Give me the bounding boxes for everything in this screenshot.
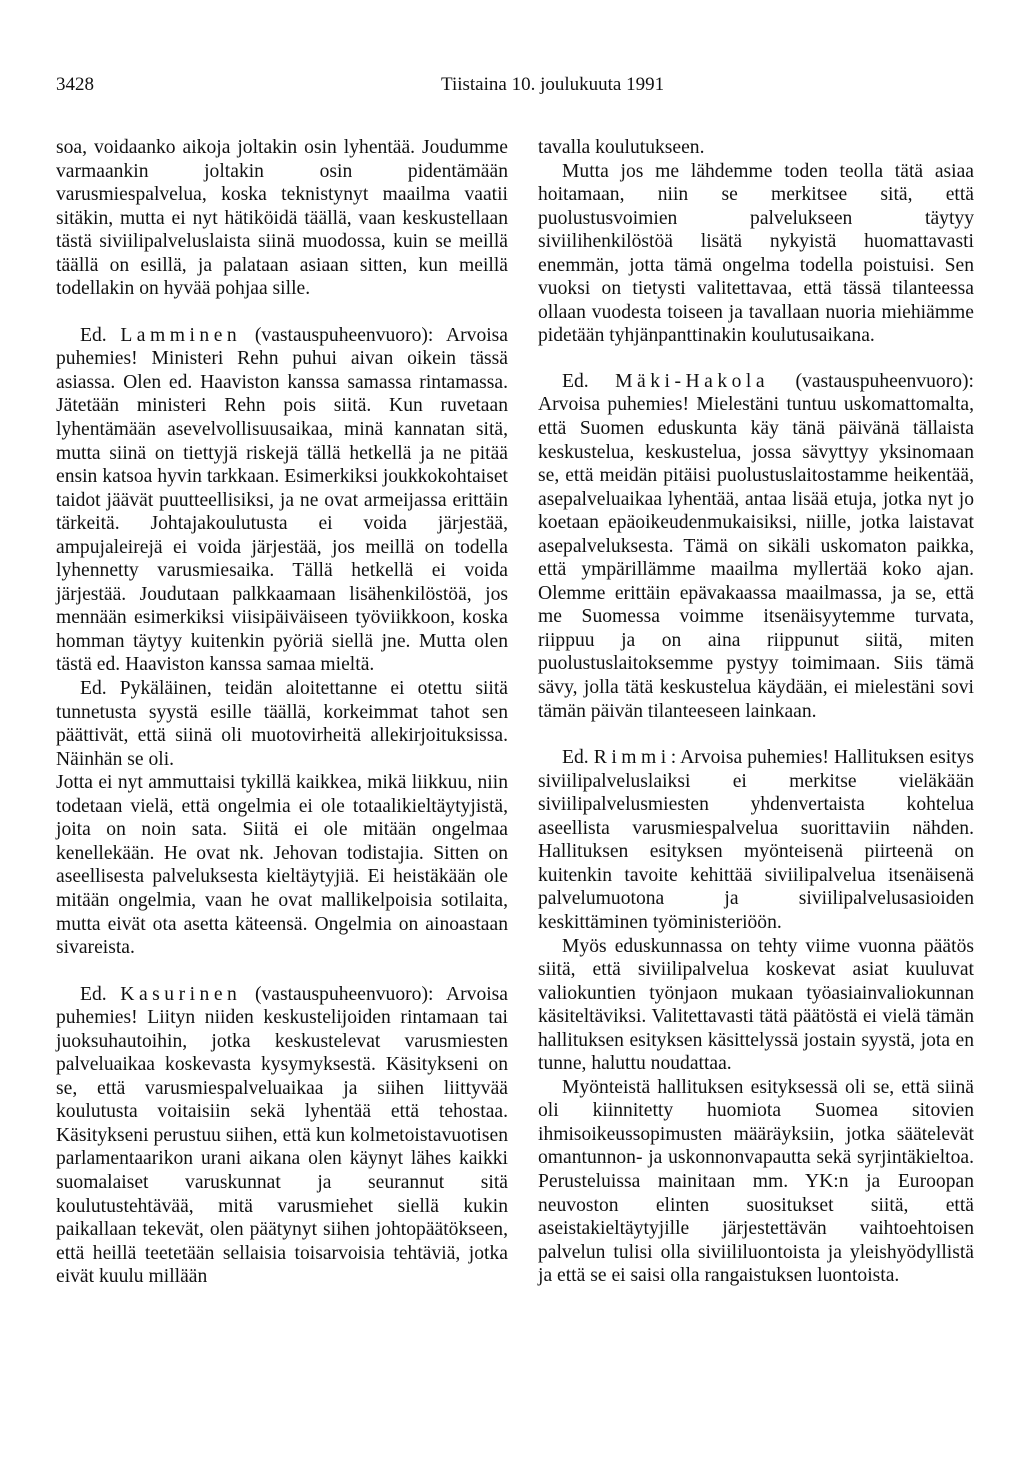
paragraph-totaalikieltaytyjat: Jotta ei nyt ammuttaisi tykillä kaikkea, mikä liikkuu, niin todetaan vielä, että ongelmia ei ole totaalikieltäytyjistä, joita on noin sata. Siitä ei ole mitään ongelmaa kenellekään. He ovat nk. Jehovan todistajia. Sitten on aseellisesta palveluksesta kieltäytyjiä. Ei heistäkään ole mitään ongelmia, vaan he ovat mallikelpoisia sotilaita, mutta eivät ota asetta käteensä. Ongelmia on ainoastaan sivareista. <box>56 772 508 959</box>
speech-maki-hakola <box>538 370 974 723</box>
page-header <box>56 74 968 102</box>
paragraph-tyoasiainvaliokunta: Myös eduskunnassa on tehty viime vuonna päätös siitä, että siviilipalvelua koskevat asiat kuuluvat valiokuntien työnjaon mukaan työasiainvaliokunnan käsiteltäviksi. Valitettavasti tätä päätöstä ei vielä tämän hallituksen esityksen käsittelyssä jostain syystä, jota en tunne, haluttu noudattaa. <box>538 935 974 1075</box>
right-column <box>538 136 974 1288</box>
speaker-name: Kasurinen <box>120 983 242 1005</box>
speech-rimmi <box>538 746 974 934</box>
paragraph-siviilihenkilosto: Mutta jos me lähdemme toden teolla tätä asiaa hoitamaan, niin se merkitsee sitä, että puolustusvoimien palvelukseen täytyy siviilihenkilöstöä lisätä nykyistä huomattavasti enemmän, jotta tämä ongelma todella poistuisi. Sen vuoksi on tietysti valitettavaa, että tässä tilanteessa ollaan vuodesta toiseen ja tavallaan nuoria miehiämme pidetään tyhjänpanttinakin koulutusaikana. <box>538 160 974 347</box>
speech-text: : Arvoisa puhemies! Hallituksen esitys siviilipalveluslaiksi ei merkitse vieläkään siviilipalvelusmiesten yhdenvertaista kohtelua aseellista varusmiespalvelua suorittaviin nähden. Hallituksen esityksen myönteisenä piirteenä on kuitenkin tavoite kehittää siviilipalvelua itsenäisenä palvelumuotona ja siviilipalvelusasioiden keskittäminen työministeriöön. <box>538 747 975 933</box>
speaker-name: Lamminen <box>120 324 242 346</box>
speaker-name: Rimmi <box>593 747 671 769</box>
speech-prefix: Ed. <box>80 324 121 346</box>
speech-text: (vastauspuheenvuoro): Arvoisa puhemies! Ministeri Rehn puhui aivan oikein tässä asiassa. Olen ed. Haaviston kanssa samassa rintamassa. Jätetään ministeri Rehn pois siitä. Kun ruvetaan lyhentämään asevelvollisuusaikaa, minä kannatan sitä, mutta siinä on tiettyjä riskejä tällä hetkellä ja ne pitää ensin katsoa hyvin tarkkaan. Esimerkiksi joukkokohtaiset taidot jäävät puutteellisiksi, ja ne ovat armeijassa erittäin tärkeitä. Johtajakoulutusta ei voida järjestää, ampujaleirejä ei voida järjestää, jos meillä on todella lyhennetty varusmiesaika. Tällä hetkellä ei voida järjestää. Joudutaan palkkaamaan lisähenkilöstöä, jos mennään esimerkiksi viisipäiväiseen työviikkoon, koska homman täytyy kuitenkin pyöriä siellä jne. Mutta olen tästä ed. Haaviston kanssa samaa mieltä. <box>56 324 509 676</box>
page-number: 3428 <box>56 74 94 95</box>
speech-lamminen <box>56 324 508 677</box>
speech-prefix: Ed. <box>562 370 616 392</box>
speech-text: (vastauspuheenvuoro): Arvoisa puhemies! Mielestäni tuntuu uskomattomalta, että Suomen eduskunta käy tänä päivänä tällaista keskustelua, keskustelua, jossa sävyttyy yksinomaan se, että meidän pitäisi puolustuslaitostamme heikentää, asepalveluaikaa lyhentää, antaa lisää etuja, jotka nyt jo koetaan epäoikeudenmukaisiksi, niille, jotka laistavat asepalveluksesta. Tämä on sikäli uskomaton paikka, että ympärillämme maailma myllertää koko ajan. Olemme erittäin epävakaassa maailmassa, ja se, että me Suomessa voimme itsenäisyytemme turvata, riippuu ja on aina riippunut siitä, miten puolustuslaitoksemme pystyy toimimaan. Siis tämä sävy, jolla tätä keskustelua käydään, ei mielestäni sovi tämän päivän tilanteeseen lainkaan. <box>538 370 974 722</box>
left-column <box>56 136 508 1289</box>
paragraph-ihmisoikeussopimukset: Myönteistä hallituksen esityksessä oli se, että siinä oli kiinnitetty huomiota Suomea sitovien ihmisoikeussopimusten määräyksiin, jotka säätelevät omantunnon- ja uskonnonvapautta sekä syrjintäkieltoa. Perusteluissa mainitaan mm. YK:n ja Euroopan neuvoston elinten suositukset siitä, että aseistakieltäytyjille järjestettävän vaihtoehtoisen palvelun tulisi olla siviililuontoista ja yleishyödyllistä ja että se ei saisi olla rangaistuksen luontoista. <box>538 1076 974 1287</box>
speaker-name: Mäki-Hakola <box>615 370 770 392</box>
paragraph-continuation: soa, voidaanko aikoja joltakin osin lyhentää. Joudumme varmaankin joltakin osin pidentämään varusmiespalvelua, koska teknistynyt maailma vaatii sitäkin, mutta ei nyt hätiköidä täällä, vaan keskustellaan tästä siviilipalveluslaista siinä muodossa, kuin se meillä täällä on esillä, ja palataan asiaan sitten, kun meillä todellakin on hyvää pohjaa sille. <box>56 137 508 300</box>
speech-prefix: Ed. <box>80 983 121 1005</box>
running-title: Tiistaina 10. joulukuuta 1991 <box>441 74 665 95</box>
paragraph-continuation: tavalla koulutukseen. <box>538 137 705 158</box>
speech-prefix: Ed. <box>562 747 594 769</box>
speech-text: (vastauspuheenvuoro): Arvoisa puhemies! Liityn niiden keskustelijoiden rintamaan tai juoksuhautoihin, jotka keskustelevat varusmiesten palveluaikaa koskevasta kysymyksestä. Käsitykseni on se, että varusmiespalveluaikaa ja siihen liittyvää koulutusta voitaisiin sekä lyhentää että tehostaa. Käsitykseni perustuu siihen, että kun kolmetoistavuotisen parlamentaarikon urani aikana olen käynyt lähes kaikki suomalaiset varuskunnat ja seurannut sitä koulutustehtävää, mitä varusmiehet siellä kukin paikallaan tekevät, olen päätynyt siihen johtopäätökseen, että heillä teetetään sellaisia toisarvoisia tehtäviä, jotka eivät kuulu millään <box>56 983 509 1288</box>
paragraph-pykalainen: Ed. Pykäläinen, teidän aloitettanne ei otettu siitä tunnetusta syystä esille täällä, korkeimmat tahot sen päättivät, että siinä oli muotovirheitä allekirjoituksissa. Näinhän se oli. <box>56 678 508 770</box>
speech-kasurinen <box>56 983 508 1289</box>
